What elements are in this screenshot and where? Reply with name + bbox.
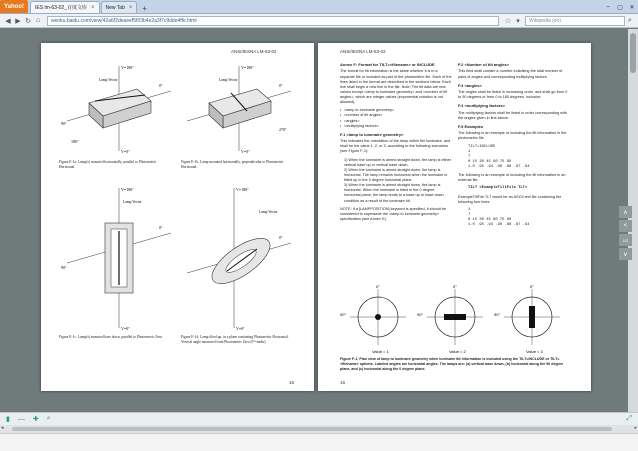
paragraph: ExampleTiltFile.TLT would be an ASCII text file containing the following four lines: xyxy=(458,194,562,204)
close-window-icon[interactable]: ✕ xyxy=(629,4,635,11)
dropdown-icon[interactable]: ▾ xyxy=(516,17,520,25)
angle-label: V=180° xyxy=(121,187,134,192)
search-icon[interactable]: ⌕ xyxy=(628,16,632,24)
figure-caption: Figure E-1c. Lamp(s) mounted base down, parallel to Photometric Zero. xyxy=(59,335,163,339)
lamp-vector-label: Lamp Vector xyxy=(219,78,238,82)
angle-label: 90° xyxy=(494,312,501,317)
document-page-right xyxy=(318,43,591,391)
angle-label: 0° xyxy=(376,284,380,289)
search-icon[interactable]: ⌕ xyxy=(46,415,51,422)
tab-new-tab[interactable] xyxy=(101,1,138,13)
text-column-2 xyxy=(458,59,570,231)
tab-label: New Tab xyxy=(105,4,125,11)
paragraph: The format for tilt information is the same whether it is in a separate file or included as part of the photometric file. Each of the lines listed in the format are described in the sections below. Each line shall begin a new line in the file. Note: The tilt data are real values except <lamp to luminaire geometry> and <number of tilt angles>, which are integer values (exponential notation is not allowed). xyxy=(340,69,452,105)
value-label: Value = 2 xyxy=(449,349,466,354)
yahoo-menu-button[interactable]: Yahoo! xyxy=(0,0,28,13)
tab-bar xyxy=(0,0,638,14)
angle-label: 0° xyxy=(279,83,283,88)
value-label: Value = 3 xyxy=(526,349,543,354)
angle-label: V=0° xyxy=(121,149,130,154)
document-page-left xyxy=(41,43,314,391)
home-icon[interactable]: ⌂ xyxy=(35,17,41,24)
angle-label: 0° xyxy=(159,225,163,230)
angle-label: V=0° xyxy=(241,149,250,154)
text-column-1 xyxy=(340,59,452,225)
angle-label: 0° xyxy=(279,235,283,240)
numbered-list xyxy=(340,158,452,204)
page-number: 15 xyxy=(289,380,295,385)
page-header: ANSI/IESNA LM-63-02 xyxy=(340,49,386,54)
back-icon[interactable]: ◀ xyxy=(5,17,11,25)
section-heading: F.1 <lamp to luminaire geometry> xyxy=(340,131,404,137)
figure-caption: Figure E-1b. Lamp mounted horizontally, perpendicular to Photometric Horizontal. xyxy=(181,160,284,169)
scroll-left-icon[interactable]: ◂ xyxy=(1,425,4,431)
paragraph: The multiplying factors shall be listed in order corresponding with the angles given in line above. xyxy=(458,110,567,120)
figure-e1a-diagram xyxy=(59,61,179,156)
url-bar[interactable] xyxy=(47,16,499,26)
side-navigation xyxy=(619,206,632,260)
section-heading: F.4 <multiplying factors> xyxy=(458,103,505,109)
section-heading: F.2 <Number of tilt angles> xyxy=(458,62,509,67)
scrollbar-thumb[interactable] xyxy=(630,33,636,73)
paragraph: This field shall contain a number indicating the total number of pairs of angles and corresponding multiplying factors. xyxy=(458,69,563,79)
angle-label: V=0° xyxy=(236,326,245,331)
angle-label: V=180° xyxy=(241,65,254,70)
search-input[interactable] xyxy=(525,16,625,26)
figure-caption: Figure F-1. Plan view of lamp to luminaire geometry when luminaire tilt information is included using the TILT=INCLUDE or TILT=<filename> options. Labeled angles are horizontal angles. The lamps are: (a) vertical base down, (b) horizontal along the 90 degree plane, and (c) horizontal along the 0 degree plane. xyxy=(340,357,564,371)
figure-f1-diagram xyxy=(338,283,573,355)
section-heading: F.5 Examples xyxy=(458,123,484,129)
paragraph: The following is an example of including the tilt information in an external file. xyxy=(458,173,566,183)
section-heading: F.3 <angles> xyxy=(458,82,482,88)
code-title: TILT <ExampleTiltFile.TLT> xyxy=(468,186,528,191)
lamp-vector-label: Lamp Vector xyxy=(123,200,142,204)
forward-icon[interactable]: ▶ xyxy=(15,17,21,25)
search-placeholder: Wikipedia (en) xyxy=(529,17,561,24)
note-paragraph: NOTE: If a [LAMPPOSITION] keyword is specified, it should be considered to supersede the <lamp to luminaire geometry> specification (see Annex E). xyxy=(340,206,447,221)
paragraph: The angles shall be listed in increasing order, and shall go from 0 to 90 degrees or from 0 to 180 degrees, inclusive. xyxy=(458,90,568,100)
angle-label: V=0° xyxy=(121,326,130,331)
figure-e1b-diagram xyxy=(179,61,299,156)
angle-label: 90° xyxy=(417,312,424,317)
lamp-vector-label: Lamp Vector xyxy=(99,78,118,82)
list-item: • <angles> xyxy=(340,119,452,124)
figure-caption: Figure E-1d. Lamp tilted up, in a plane containing Photometric Horizontal. Vertical angle measured from Photometric Zero (0°=nadir). xyxy=(181,335,289,344)
list-item: 2) When the luminaire is aimed straight down, the lamp is horizontal. The lamp remains horizontal when the luminaire is tilted up in the 0 degree horizontal plane. xyxy=(344,167,448,183)
fullscreen-icon[interactable]: ⤢ xyxy=(626,415,632,422)
paragraph: The following is an example of including the tilt information in the photometric file. xyxy=(458,131,567,141)
section-heading: Annex F: Format for TILT=<filename> or INCLUDE xyxy=(340,62,435,67)
list-item: • <multiplying factors> xyxy=(340,124,452,129)
angle-label: V=180° xyxy=(121,65,134,70)
scrollbar-thumb[interactable] xyxy=(12,427,612,431)
angle-label: 0° xyxy=(159,83,163,88)
url-text: wenku.baidu.com/view/42a6f2deaeef5f03b4e2a3f7c9dde4ffe.html xyxy=(51,17,197,24)
list-item: • <lamp to luminaire geometry> xyxy=(340,108,452,113)
new-tab-button[interactable]: + xyxy=(142,4,148,13)
figure-caption: Figure E-1a. Lamp(s) mounted horizontally, parallel to Photometric Horizontal. xyxy=(59,160,157,169)
maximize-icon[interactable]: ▢ xyxy=(617,4,623,11)
zoom-in-icon[interactable]: ✚ xyxy=(32,416,39,423)
status-bar xyxy=(0,433,638,451)
horizontal-scrollbar[interactable] xyxy=(0,425,638,433)
angle-label: 0° xyxy=(530,284,534,289)
page-indicator: 1/2 xyxy=(619,234,632,246)
angle-label: 270° xyxy=(279,127,287,132)
value-label: Value = 1 xyxy=(372,349,389,354)
angle-label: 90° xyxy=(61,121,67,126)
bookmark-star-icon[interactable]: ☆ xyxy=(504,17,512,25)
viewer-toolbar xyxy=(0,412,638,425)
lamp-vector-label: Lamp Vector xyxy=(259,210,278,214)
angle-label: 180° xyxy=(71,139,79,144)
previous-page-button[interactable]: < xyxy=(619,220,632,232)
angle-label: V=180° xyxy=(236,187,249,192)
page-down-button[interactable]: ∨ xyxy=(619,248,632,260)
figure-e1d-diagram xyxy=(179,183,299,333)
minimize-icon[interactable]: – xyxy=(606,4,610,10)
bookmark-icon[interactable]: ▮ xyxy=(6,416,10,423)
code-block: 1 7 0 15 30 45 60 75 90 1.0 .95 .94 .90 .88 .87 .94 xyxy=(468,207,530,228)
angle-label: 90° xyxy=(340,312,347,317)
page-number: 16 xyxy=(340,380,346,385)
tab-label: IES lm-63-02_百度文库 xyxy=(35,5,87,11)
close-icon[interactable]: × xyxy=(128,4,133,11)
list-item: 1) When the luminaire is aimed straight down, the lamp is either vertical base up or vertical base down. xyxy=(344,157,451,167)
reload-icon[interactable]: ↻ xyxy=(25,17,31,25)
scroll-right-icon[interactable]: ▸ xyxy=(634,425,637,431)
angle-label: 0° xyxy=(453,284,457,289)
navigation-bar xyxy=(0,14,638,28)
angle-label: 90° xyxy=(61,265,67,270)
list-item: • <number of tilt angles> xyxy=(340,113,452,118)
page-header: ANSI/IESNA LM-63-02 xyxy=(231,49,277,54)
bullet-list xyxy=(340,108,452,129)
page-up-button[interactable]: ∧ xyxy=(619,206,632,218)
close-icon[interactable]: × xyxy=(90,4,95,11)
window-controls xyxy=(602,1,638,13)
zoom-out-icon[interactable]: — xyxy=(17,415,25,423)
tab-ies-doc[interactable] xyxy=(30,1,99,13)
paragraph: This indicates the orientation of the lamp within the luminaire, and shall be the value 1, 2, or 3, according to the following scenarios (see Figure F-1): xyxy=(340,139,451,154)
code-block: TILT=INCLUDE 1 7 0 15 30 45 60 75 90 1.0 .95 .94 .90 .88 .87 .94 xyxy=(468,144,530,170)
figure-e1c-diagram xyxy=(59,183,179,333)
list-item: 3) When the luminaire is aimed straight down, the lamp is horizontal. When the luminaire is tilted in the 0 degree horizontal plane, the lamp tends to a base up or base down condition as a result of the luminaire tilt. xyxy=(344,183,444,203)
